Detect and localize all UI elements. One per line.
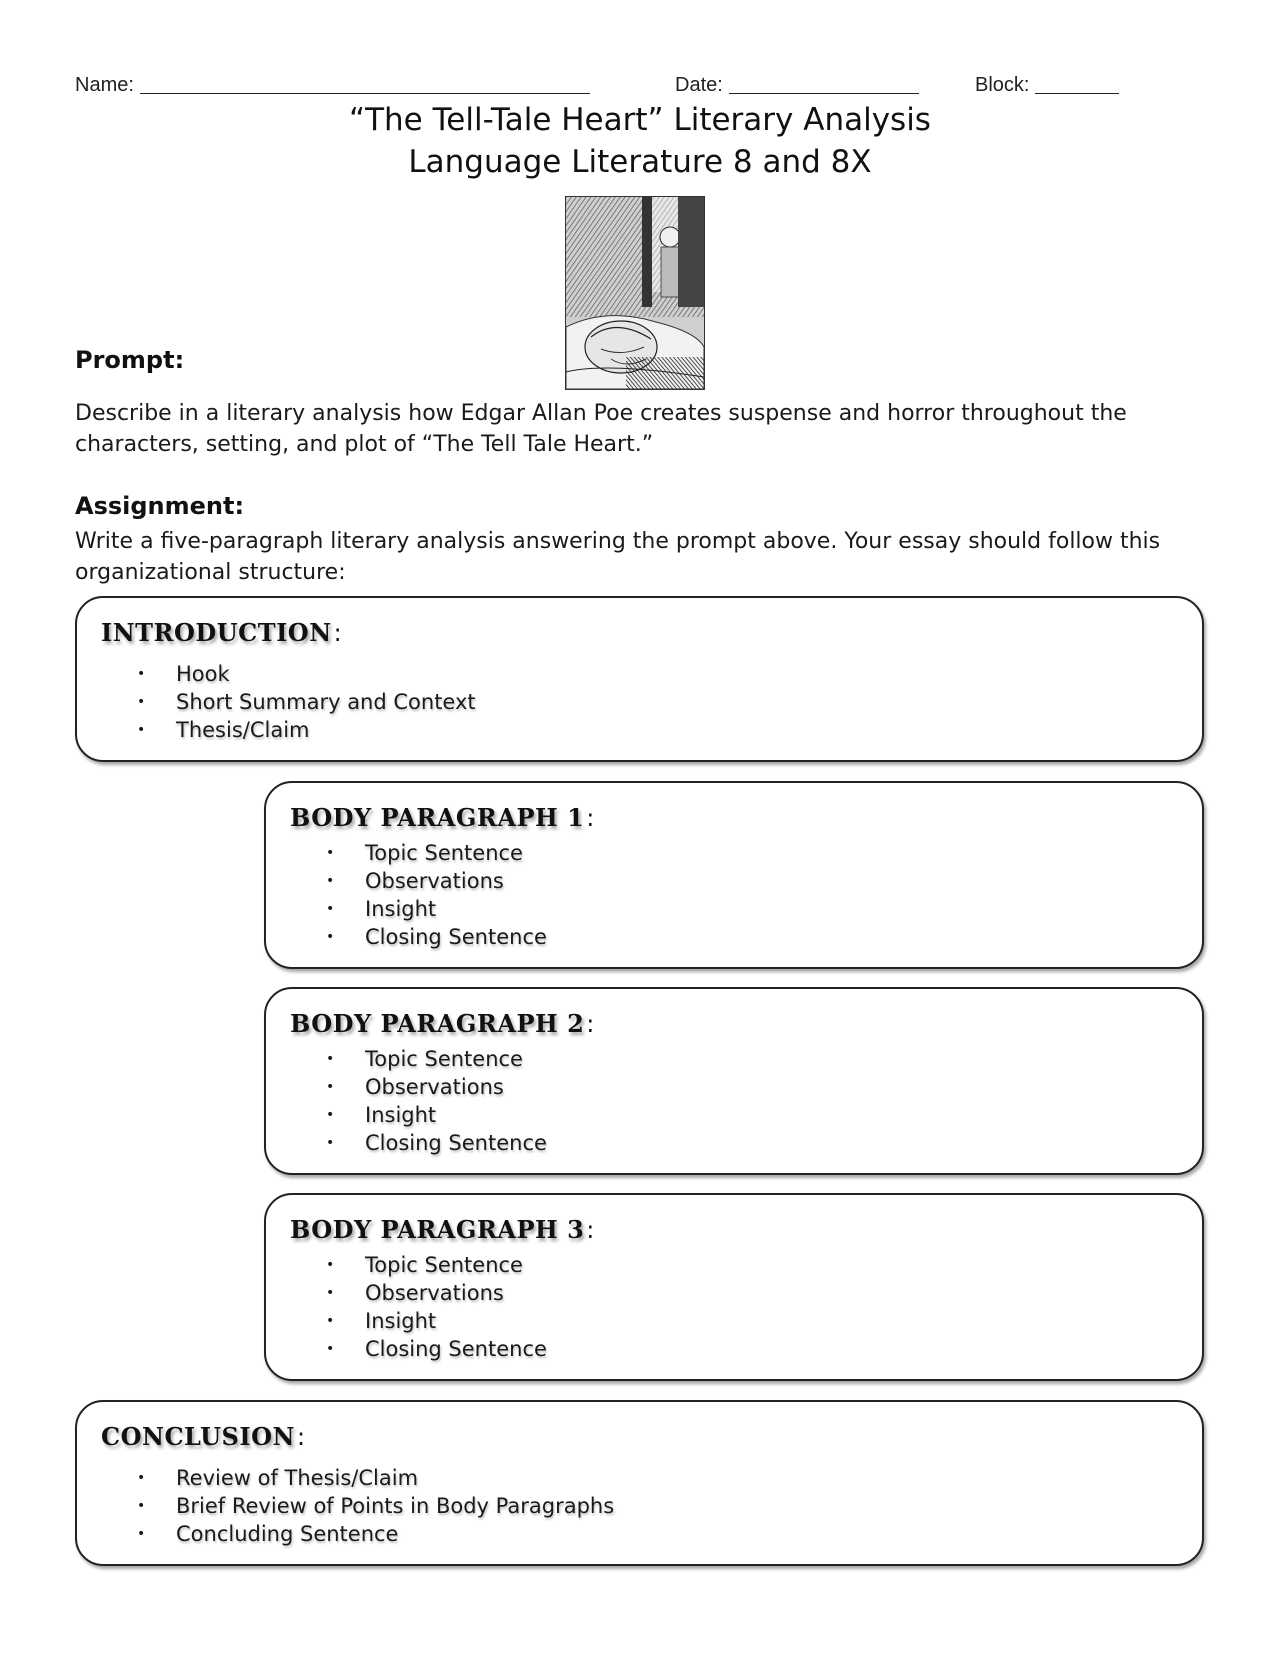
- body-paragraph-3-title-text: BODY PARAGRAPH 3: [290, 1215, 585, 1244]
- list-item-text: Review of Thesis/Claim: [176, 1466, 419, 1490]
- list-item-text: Observations: [365, 869, 504, 893]
- name-field[interactable]: [75, 74, 590, 97]
- story-illustration: [565, 196, 705, 390]
- list-item: [290, 839, 547, 867]
- body-paragraph-2-colon: :: [586, 1010, 595, 1038]
- list-item-text: Insight: [365, 897, 437, 921]
- assignment-heading: Assignment:: [75, 492, 245, 520]
- list-item-text: Closing Sentence: [365, 925, 547, 949]
- bullet-icon: •: [326, 1341, 335, 1357]
- list-item: [290, 1307, 547, 1335]
- bullet-icon: •: [137, 666, 146, 682]
- bullet-icon: •: [137, 694, 146, 710]
- body-paragraph-2-box: [264, 987, 1204, 1175]
- prompt-heading: Prompt:: [75, 346, 185, 374]
- list-item: [101, 660, 476, 688]
- bullet-icon: •: [326, 1257, 335, 1273]
- prompt-text: Describe in a literary analysis how Edgar Allan Poe creates suspense and horror throughout the characters, setting, and plot of “The Tell Tale Heart.”: [75, 401, 1127, 457]
- body-paragraph-1-title: [290, 803, 595, 832]
- list-item: [290, 1101, 547, 1129]
- conclusion-title: [101, 1422, 306, 1451]
- list-item-text: Brief Review of Points in Body Paragraphs: [176, 1494, 615, 1518]
- list-item-text: Closing Sentence: [365, 1337, 547, 1361]
- list-item-text: Closing Sentence: [365, 1131, 547, 1155]
- list-item-text: Topic Sentence: [365, 1047, 523, 1071]
- list-item-text: Observations: [365, 1075, 504, 1099]
- body-paragraph-3-title: [290, 1215, 595, 1244]
- name-label: Name:: [75, 74, 134, 96]
- list-item: [290, 1279, 547, 1307]
- list-item-text: Short Summary and Context: [176, 690, 476, 714]
- introduction-title: [101, 618, 342, 647]
- bullet-icon: •: [326, 901, 335, 917]
- bullet-icon: •: [137, 1498, 146, 1514]
- block-field[interactable]: [975, 74, 1119, 97]
- conclusion-box: [75, 1400, 1204, 1566]
- list-item: [101, 1492, 614, 1520]
- bullet-icon: •: [326, 873, 335, 889]
- introduction-list: [101, 660, 476, 744]
- bullet-icon: •: [137, 1470, 146, 1486]
- old-man-sleeping-illustration: [566, 197, 704, 389]
- course-subtitle: Language Literature 8 and 8X: [408, 144, 872, 180]
- bullet-icon: •: [326, 1079, 335, 1095]
- list-item: [290, 1045, 547, 1073]
- block-label: Block:: [975, 74, 1030, 96]
- list-item: [290, 1335, 547, 1363]
- list-item: [290, 1073, 547, 1101]
- student-info-line: [75, 74, 1135, 102]
- list-item: [290, 1251, 547, 1279]
- bullet-icon: •: [137, 722, 146, 738]
- body-paragraph-3-box: [264, 1193, 1204, 1381]
- date-label: Date:: [675, 74, 723, 96]
- block-blank[interactable]: [1035, 75, 1119, 94]
- body-paragraph-2-list: [290, 1045, 547, 1157]
- list-item-text: Concluding Sentence: [176, 1522, 399, 1546]
- list-item: [290, 1129, 547, 1157]
- introduction-title-text: INTRODUCTION: [101, 618, 332, 647]
- bullet-icon: •: [326, 1135, 335, 1151]
- body-paragraph-1-box: [264, 781, 1204, 969]
- document-title: “The Tell-Tale Heart” Literary Analysis: [349, 102, 931, 138]
- list-item-text: Thesis/Claim: [176, 718, 310, 742]
- introduction-box: [75, 596, 1204, 762]
- body-paragraph-3-colon: :: [586, 1216, 595, 1244]
- body-paragraph-1-colon: :: [586, 804, 595, 832]
- body-paragraph-1-list: [290, 839, 547, 951]
- list-item: [290, 895, 547, 923]
- introduction-colon: :: [333, 619, 343, 647]
- date-field[interactable]: [675, 74, 919, 97]
- bullet-icon: •: [326, 1051, 335, 1067]
- list-item: [290, 923, 547, 951]
- list-item: [101, 1520, 614, 1548]
- list-item: [290, 867, 547, 895]
- body-paragraph-1-title-text: BODY PARAGRAPH 1: [290, 803, 585, 832]
- assignment-text: Write a five-paragraph literary analysis answering the prompt above. Your essay should follow this organizational structure:: [75, 529, 1161, 585]
- list-item: [101, 1464, 614, 1492]
- date-blank[interactable]: [729, 75, 919, 94]
- bullet-icon: •: [137, 1526, 146, 1542]
- list-item-text: Hook: [176, 662, 230, 686]
- list-item: [101, 688, 476, 716]
- list-item: [101, 716, 476, 744]
- list-item-text: Topic Sentence: [365, 841, 523, 865]
- list-item-text: Insight: [365, 1103, 437, 1127]
- bullet-icon: •: [326, 1313, 335, 1329]
- body-paragraph-2-title-text: BODY PARAGRAPH 2: [290, 1009, 585, 1038]
- bullet-icon: •: [326, 1107, 335, 1123]
- list-item-text: Insight: [365, 1309, 437, 1333]
- list-item-text: Topic Sentence: [365, 1253, 523, 1277]
- name-blank[interactable]: [140, 75, 590, 94]
- bullet-icon: •: [326, 845, 335, 861]
- body-paragraph-2-title: [290, 1009, 595, 1038]
- conclusion-colon: :: [296, 1423, 306, 1451]
- conclusion-list: [101, 1464, 614, 1548]
- list-item-text: Observations: [365, 1281, 504, 1305]
- body-paragraph-3-list: [290, 1251, 547, 1363]
- bullet-icon: •: [326, 1285, 335, 1301]
- conclusion-title-text: CONCLUSION: [101, 1422, 295, 1451]
- bullet-icon: •: [326, 929, 335, 945]
